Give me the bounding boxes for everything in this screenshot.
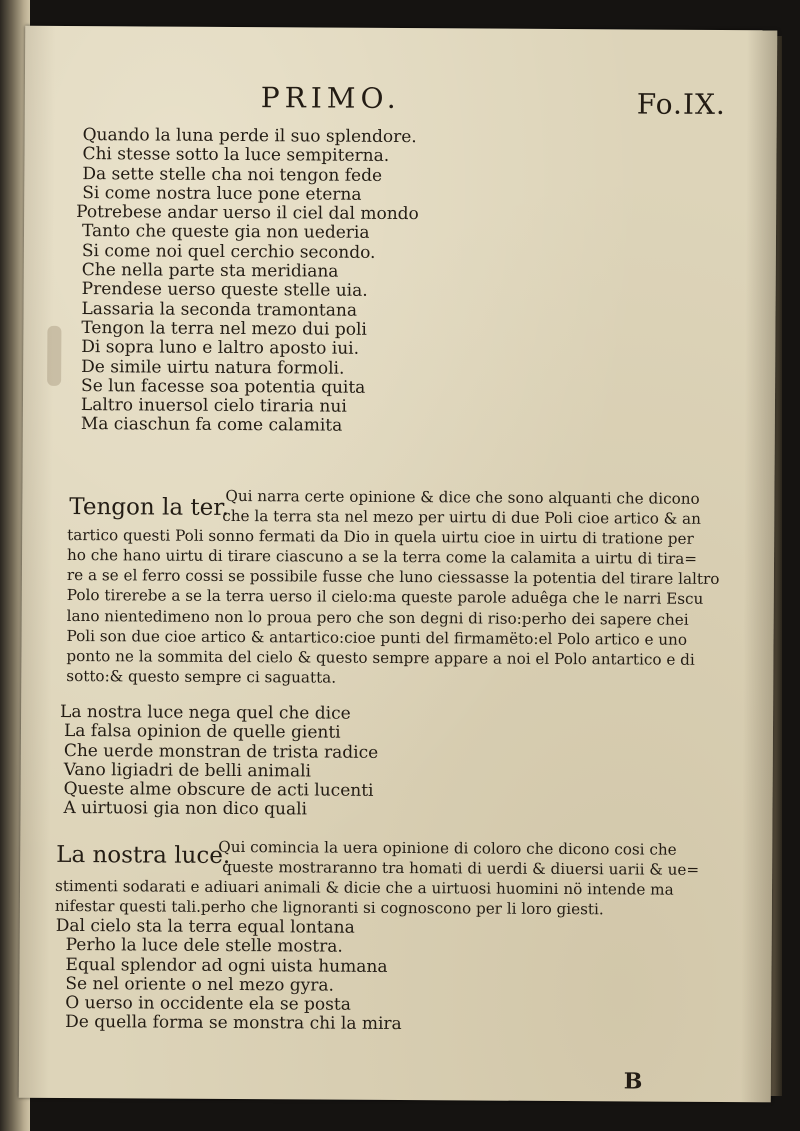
verse-line: Tanto che queste gia non uederia	[81, 221, 370, 244]
verse-line: La nostra luce nega quel che dice	[60, 701, 351, 724]
commentary-line: stimenti sodarati e adiuari animali & dicie che a uirtuosi huomini nö intende ma	[54, 877, 674, 899]
commentary-line: Polo tirerebe a se la terra uerso il cielo:ma queste parole aduêga che le narri Escu	[66, 586, 704, 609]
verse-line: Perho la luce dele stelle mostra.	[65, 935, 343, 957]
commentary-line: Qui comincia la uera opinione di coloro che dicono cosi che	[218, 837, 677, 859]
folio-number: Fo.IX.	[636, 87, 726, 121]
verse-line: A uirtuosi gia non dico quali	[63, 798, 308, 820]
verse-line: Prendese uerso queste stelle uia.	[81, 279, 368, 302]
book-page	[19, 26, 778, 1103]
verse-block-2	[60, 701, 379, 821]
verse-line: De quella forma se monstra chi la mira	[65, 1012, 402, 1035]
verse-line: Queste alme obscure de acti lucenti	[63, 779, 374, 802]
commentary-line: re a se el ferro cossi se possibile fusse che luno ciessasse la potentia del tirare laltro	[66, 566, 720, 589]
verse-line: Si come nostra luce pone eterna	[82, 182, 362, 205]
verse-line: De simile uirtu natura formoli.	[81, 356, 345, 379]
verse-line: Vano ligiadri de belli animali	[63, 759, 312, 782]
lemma-2: La nostra luce.	[56, 841, 231, 869]
verse-line: Se nel oriente o nel mezo gyra.	[65, 973, 334, 996]
verse-line: Equal splendor ad ogni uista humana	[65, 954, 388, 977]
verse-line: Da sette stelle cha noi tengon fede	[82, 163, 383, 186]
commentary-line: ponto ne la sommita del cielo & questo sempre appare a noi el Polo antartico e di	[66, 646, 695, 669]
verse-line: Che uerde monstran de trista radice	[63, 740, 379, 763]
commentary-line: tartico questi Poli sonno fermati da Dio in quela uirtu cioe in uirtu di tratione per	[67, 526, 694, 548]
verse-line: O uerso in occidente ela se posta	[65, 993, 351, 1015]
page-stain	[47, 326, 61, 386]
verse-line: Se lun facesse soa potentia quita	[81, 375, 366, 398]
verse-line: Quando la luna perde il suo splendore.	[82, 125, 417, 148]
commentary-block-2	[55, 836, 699, 920]
commentary-line: sotto:& questo sempre ci saguatta.	[66, 666, 337, 687]
commentary-line: nifestar questi tali.perho che lignoranti si cognoscono per li loro giesti.	[54, 897, 604, 919]
lemma-1: Tengon la ter.	[69, 493, 230, 521]
commentary-block-1	[66, 485, 720, 690]
verse-line: Ma ciaschun fa come calamita	[80, 414, 343, 437]
verse-line: Lassaria la seconda tramontana	[81, 298, 358, 321]
verse-line: Che nella parte sta meridiana	[81, 260, 339, 282]
commentary-line: lano nientedimeno non lo proua pero che son degni di riso:perho dei sapere chei	[66, 606, 689, 629]
commentary-line: queste mostraranno tra homati di uerdi & diuersi uarii & ue=	[222, 858, 700, 879]
verse-block-1	[76, 125, 420, 437]
verse-line: Dal cielo sta la terra equal lontana	[55, 915, 355, 938]
commentary-line: Qui narra certe opinione & dice che sono alquanti che dicono	[225, 486, 700, 508]
verse-line: La falsa opinion de quelle gienti	[63, 721, 341, 743]
verse-block-3	[55, 917, 402, 1035]
verse-line: Laltro inuersol cielo tiraria nui	[80, 395, 347, 417]
verse-line: Di sopra luno e laltro aposto iui.	[81, 337, 360, 360]
commentary-line: Poli son due cioe artico & antartico:cioe punti del firmamëto:el Polo artico e uno	[66, 626, 688, 649]
commentary-line: che la terra sta nel mezo per uirtu di due Poli cioe artico & an	[222, 507, 701, 528]
verse-line: Potrebese andar uerso il ciel dal mondo	[76, 202, 419, 225]
verse-line: Chi stesse sotto la luce sempiterna.	[82, 144, 390, 167]
commentary-line: ho che hano uirtu di tirare ciascuno a se la terra come la calamita a uirtu di tira=	[66, 546, 698, 569]
verse-line: Tengon la terra nel mezo dui poli	[81, 318, 367, 340]
running-title: PRIMO.	[260, 81, 401, 116]
verse-line: Si come noi quel cerchio secondo.	[81, 240, 376, 263]
signature-mark: B	[623, 1068, 643, 1095]
